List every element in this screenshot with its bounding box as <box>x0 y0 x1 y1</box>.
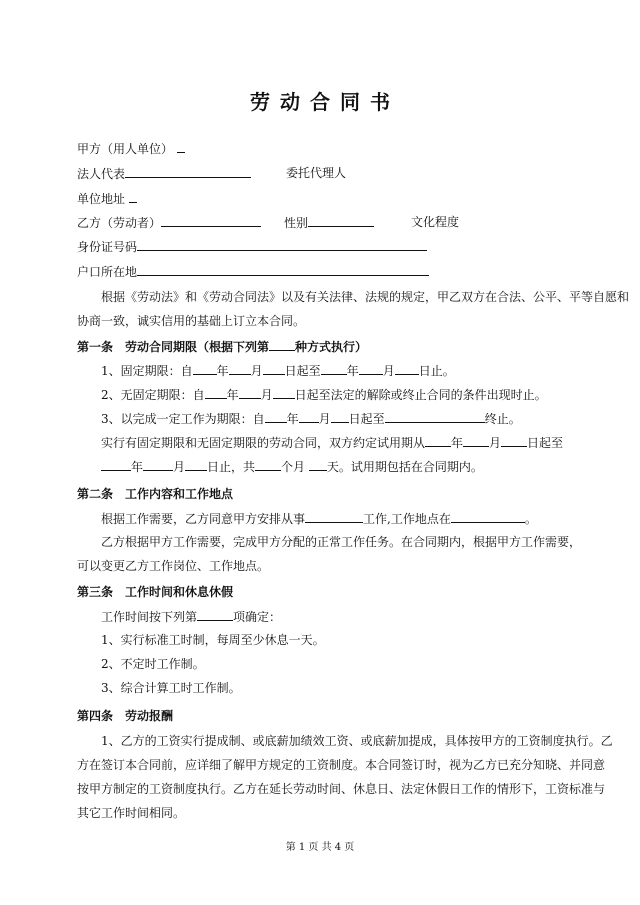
year-blank[interactable] <box>193 362 217 375</box>
text: 年 <box>131 460 144 474</box>
hours-choice-blank[interactable] <box>197 608 233 621</box>
id-label: 身份证号码 <box>77 240 138 254</box>
gender-blank[interactable] <box>308 214 374 227</box>
days-blank[interactable] <box>309 458 327 471</box>
text: 年 <box>286 412 299 426</box>
page-footer: 第 1 页 共 4 页 <box>285 842 355 853</box>
intro-line-1: 根据《劳动法》和《劳动合同法》以及有关法律、法规的规定，甲乙双方在合法、公平、平等自愿和 <box>101 290 630 304</box>
day-blank[interactable] <box>273 386 295 399</box>
agent-label: 委托代理人 <box>286 166 347 180</box>
text: 终止。 <box>484 412 521 426</box>
text: 日止，共 <box>207 460 256 474</box>
address-blank[interactable] <box>129 190 137 203</box>
day-blank[interactable] <box>395 362 419 375</box>
party-a-label: 甲方（用人单位） <box>77 142 174 156</box>
text: 1、固定期限：自 <box>101 364 193 378</box>
text: 工作时间按下列第 <box>101 610 198 624</box>
party-b-blank[interactable] <box>161 214 261 227</box>
text: 月 <box>318 412 331 426</box>
text: 2、无固定期限：自 <box>101 388 205 402</box>
text: 月 <box>489 436 502 450</box>
text: 日起至 <box>527 436 564 450</box>
party-a-blank[interactable] <box>177 140 185 153</box>
hukou-label: 户口所在地 <box>77 265 138 279</box>
article-4-line-4: 其它工作时间相同。 <box>77 806 186 820</box>
probation-line-2 <box>101 458 483 475</box>
legal-rep-blank[interactable] <box>125 165 251 178</box>
party-b-line <box>77 214 261 231</box>
party-b-label: 乙方（劳动者） <box>77 216 162 230</box>
text: 月 <box>260 388 273 402</box>
text: 日起至 <box>348 412 385 426</box>
gender-line <box>284 214 374 231</box>
education-label: 文化程度 <box>411 215 460 229</box>
article-3-line-1 <box>101 608 281 625</box>
article-2-line-3: 可以变更乙方工作岗位、工作地点。 <box>77 559 270 573</box>
month-blank[interactable] <box>463 434 489 447</box>
article-2-line-1 <box>101 510 537 527</box>
text: 个月 <box>281 460 306 474</box>
text: 天。试用期包括在合同期内。 <box>326 460 483 474</box>
year-blank[interactable] <box>425 434 451 447</box>
day-blank[interactable] <box>501 434 527 447</box>
article-3-line-4: 3、综合计算工时工作制。 <box>101 681 241 695</box>
year-blank[interactable] <box>205 386 227 399</box>
article-4-heading: 第四条 劳动报酬 <box>77 709 174 723</box>
article-1-choice-blank[interactable] <box>269 338 295 351</box>
article-2-heading: 第二条 工作内容和工作地点 <box>77 487 234 501</box>
article-2-line-2: 乙方根据甲方工作需要，完成甲方分配的正常工作任务。在合同期内，根据甲方工作需要， <box>101 535 582 549</box>
month-blank[interactable] <box>299 410 319 423</box>
article-3-heading: 第三条 工作时间和休息休假 <box>77 585 234 599</box>
text: 年 <box>226 388 239 402</box>
gender-label: 性别 <box>284 216 309 230</box>
month-blank[interactable] <box>359 362 383 375</box>
text: 日起至 <box>284 364 321 378</box>
text: 日止。 <box>418 364 455 378</box>
address-label: 单位地址 <box>77 192 126 206</box>
month-blank[interactable] <box>229 362 251 375</box>
article-3-line-3: 2、不定时工作制。 <box>101 657 205 671</box>
article-4-line-2: 方在签订本合同前，应详细了解甲方规定的工资制度。本合同签订时，视为乙方已充分知晓、并同意 <box>77 758 606 772</box>
text: 年 <box>451 436 464 450</box>
article-3-line-2: 1、实行标准工时制，每周至少休息一天。 <box>101 633 325 647</box>
month-blank[interactable] <box>239 386 261 399</box>
article-1-item-2 <box>101 386 547 403</box>
year-blank[interactable] <box>101 458 131 471</box>
day-blank[interactable] <box>263 362 285 375</box>
text: 实行有固定期限和无固定期限的劳动合同，双方约定试用期从 <box>101 436 426 450</box>
text: 年 <box>216 364 229 378</box>
article-1-heading-a: 第一条 劳动合同期限（根据下列第 <box>77 340 270 354</box>
text: 月 <box>382 364 395 378</box>
document-title: 劳动合同书 <box>250 90 400 114</box>
text: 根据工作需要，乙方同意甲方安排从事 <box>101 512 306 526</box>
day-blank[interactable] <box>331 410 349 423</box>
article-1-heading <box>77 338 367 355</box>
hukou-blank[interactable] <box>137 263 429 276</box>
year-blank[interactable] <box>265 410 287 423</box>
text: 月 <box>250 364 263 378</box>
legal-rep-line <box>77 165 251 182</box>
text: 工作,工作地点在 <box>363 512 451 526</box>
text: 项确定： <box>233 610 282 624</box>
intro-line-2: 协商一致，诚实信用的基础上订立本合同。 <box>77 314 306 328</box>
legal-rep-label: 法人代表 <box>77 167 126 181</box>
probation-line-1 <box>101 434 563 451</box>
month-blank[interactable] <box>143 458 173 471</box>
party-a-line <box>77 140 185 157</box>
months-blank[interactable] <box>255 458 281 471</box>
year-blank[interactable] <box>321 362 347 375</box>
address-line <box>77 190 137 207</box>
text: 月 <box>173 460 186 474</box>
text: 日起至法定的解除或终止合同的条件出现时止。 <box>294 388 547 402</box>
text: 。 <box>524 512 537 526</box>
location-blank[interactable] <box>451 510 525 523</box>
article-1-heading-b: 种方式执行） <box>295 340 368 354</box>
id-line <box>77 238 427 255</box>
end-blank[interactable] <box>385 410 485 423</box>
article-1-item-1 <box>101 362 455 379</box>
id-blank[interactable] <box>137 238 427 251</box>
article-4-line-1: 1、乙方的工资实行提成制、或底薪加绩效工资、或底薪加提成，具体按甲方的工资制度执行。乙 <box>101 734 613 748</box>
day-blank[interactable] <box>185 458 207 471</box>
text: 年 <box>346 364 359 378</box>
text: 3、以完成一定工作为期限：自 <box>101 412 265 426</box>
article-4-line-3: 按甲方制定的工资制度执行。乙方在延长劳动时间、休息日、法定休假日工作的情形下，工资标准与 <box>77 782 606 796</box>
job-blank[interactable] <box>305 510 363 523</box>
article-1-item-3 <box>101 410 521 427</box>
hukou-line <box>77 263 429 280</box>
